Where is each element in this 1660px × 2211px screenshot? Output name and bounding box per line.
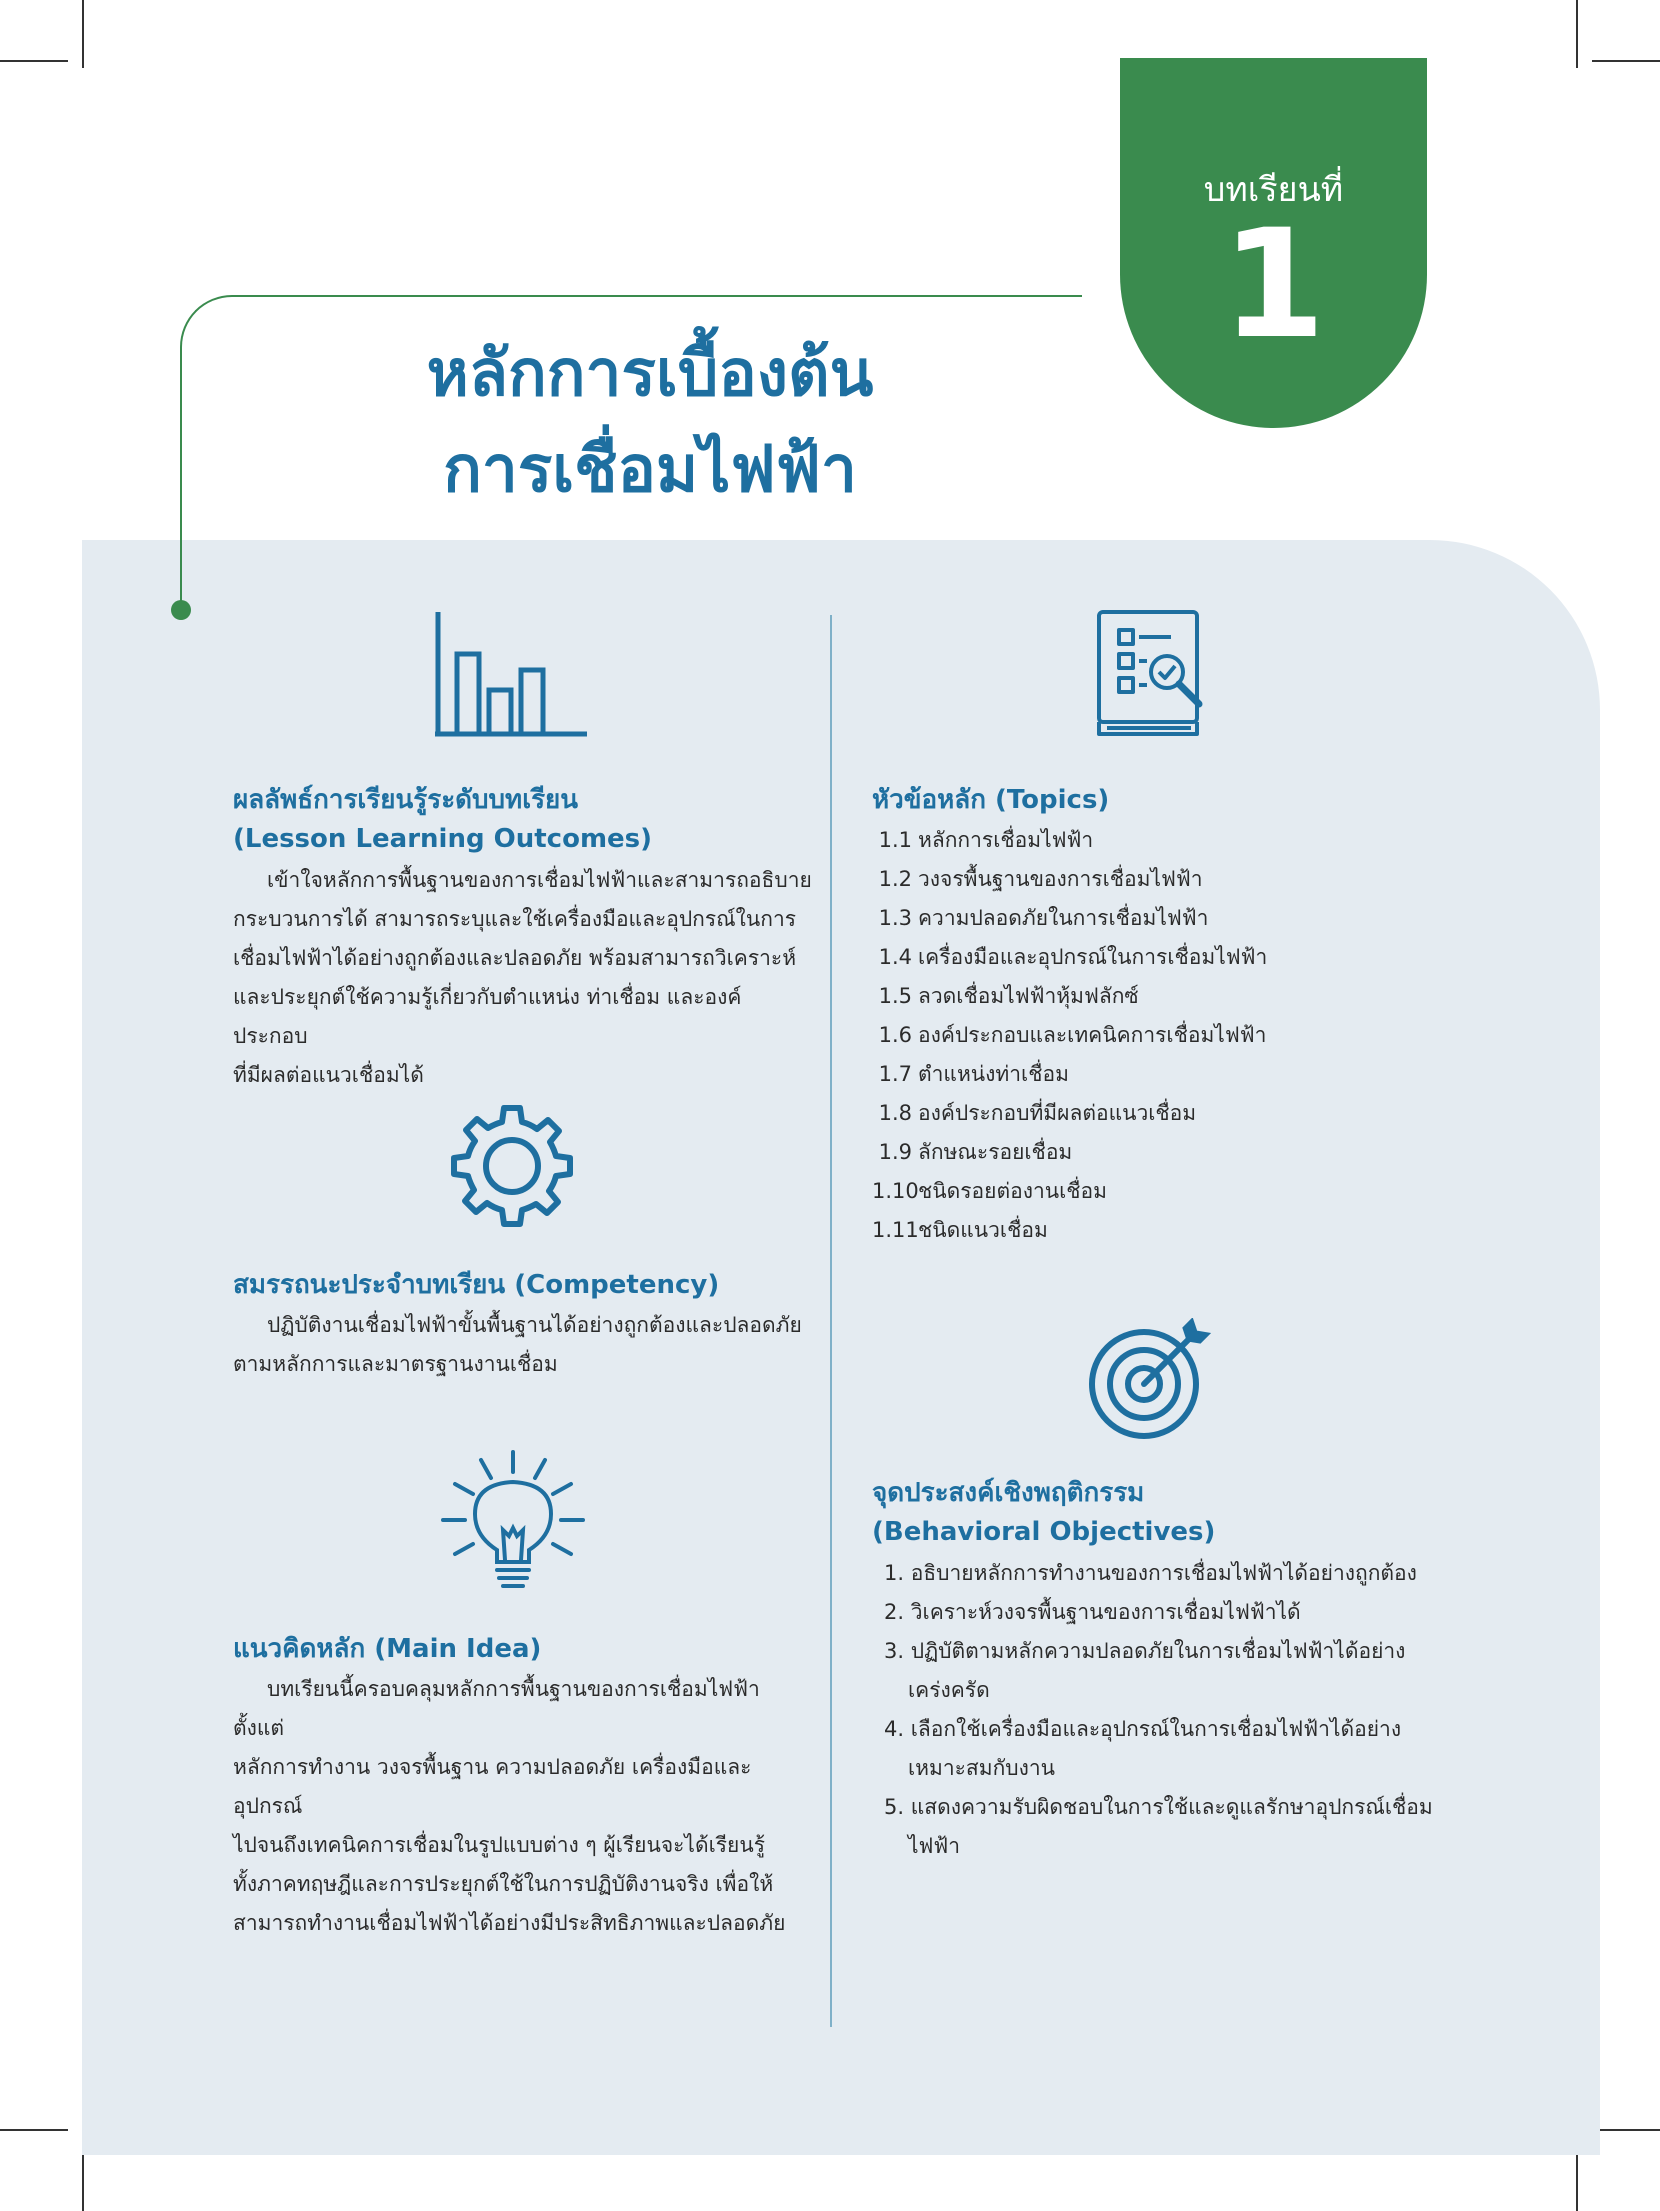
- list-item: 1.10ชนิดรอยต่องานเชื่อม: [872, 1179, 1107, 1203]
- main-idea-heading: แนวคิดหลัก (Main Idea): [233, 1634, 542, 1664]
- competency-text: [233, 1306, 813, 1384]
- paragraph-line: และประยุกต์ใช้ความรู้เกี่ยวกับตำแหน่ง ท่าเชื่อม และองค์ประกอบ: [233, 985, 742, 1048]
- topics-heading: หัวข้อหลัก (Topics): [872, 785, 1110, 815]
- list-item: 1.3 ความปลอดภัยในการเชื่อมไฟฟ้า: [878, 906, 1209, 930]
- paragraph-line: ปฏิบัติงานเชื่อมไฟฟ้าขั้นพื้นฐานได้อย่างถูกต้องและปลอดภัย: [267, 1313, 802, 1337]
- objectives-heading-th: จุดประสงค์เชิงพฤติกรรม: [872, 1478, 1145, 1508]
- gear-icon: [450, 1104, 574, 1228]
- list-item: 1.8 องค์ประกอบที่มีผลต่อแนวเชื่อม: [878, 1101, 1197, 1125]
- competency-heading: สมรรถนะประจำบทเรียน (Competency): [233, 1270, 720, 1300]
- crop-mark: [82, 0, 84, 68]
- paragraph-line: ไปจนถึงเทคนิคการเชื่อมในรูปแบบต่าง ๆ ผู้เรียนจะได้เรียนรู้: [233, 1833, 765, 1857]
- paragraph-line: เข้าใจหลักการพื้นฐานของการเชื่อมไฟฟ้าและสามารถอธิบาย: [267, 868, 812, 892]
- paragraph-line: ตามหลักการและมาตรฐานงานเชื่อม: [233, 1352, 558, 1376]
- objectives-heading-en: (Behavioral Objectives): [872, 1517, 1216, 1547]
- list-item: 1. อธิบายหลักการทำงานของการเชื่อมไฟฟ้าได้อย่างถูกต้อง: [884, 1561, 1417, 1585]
- list-item: 3. ปฏิบัติตามหลักความปลอดภัยในการเชื่อมไฟฟ้าได้อย่างเคร่งครัด: [884, 1639, 1406, 1702]
- list-item: 4. เลือกใช้เครื่องมือและอุปกรณ์ในการเชื่อมไฟฟ้าได้อย่างเหมาะสมกับงาน: [884, 1717, 1402, 1780]
- crop-mark: [1592, 2129, 1660, 2131]
- paragraph-line: สามารถทำงานเชื่อมไฟฟ้าได้อย่างมีประสิทธิภาพและปลอดภัย: [233, 1911, 786, 1935]
- bar-chart-icon: [435, 612, 587, 738]
- list-item: 1.11ชนิดแนวเชื่อม: [872, 1218, 1048, 1242]
- lesson-outcomes-heading: [233, 781, 652, 859]
- list-item: 1.5 ลวดเชื่อมไฟฟ้าหุ้มฟลักซ์: [878, 984, 1139, 1008]
- chapter-number: 1: [1221, 198, 1326, 372]
- list-item: 1.4 เครื่องมือและอุปกรณ์ในการเชื่อมไฟฟ้า: [878, 945, 1268, 969]
- chapter-label: บทเรียนที่: [1203, 170, 1344, 210]
- objectives-heading: [872, 1474, 1215, 1552]
- page-title-line2: การเชื่อมไฟฟ้า: [443, 433, 857, 507]
- lesson-outcomes-text: [233, 861, 813, 1095]
- crop-mark: [0, 2129, 68, 2131]
- list-item: 1.2 วงจรพื้นฐานของการเชื่อมไฟฟ้า: [878, 867, 1203, 891]
- topics-list: [872, 821, 1432, 1250]
- column-divider: [830, 615, 832, 2027]
- paragraph-line: บทเรียนนี้ครอบคลุมหลักการพื้นฐานของการเชื่อมไฟฟ้า ตั้งแต่: [233, 1677, 760, 1740]
- lesson-outcomes-heading-th: ผลลัพธ์การเรียนรู้ระดับบทเรียน: [233, 785, 579, 815]
- paragraph-line: ทั้งภาคทฤษฎีและการประยุกต์ใช้ในการปฏิบัติงานจริง เพื่อให้: [233, 1872, 774, 1896]
- list-item: 1.9 ลักษณะรอยเชื่อม: [878, 1140, 1073, 1164]
- list-item: 5. แสดงความรับผิดชอบในการใช้และดูแลรักษาอุปกรณ์เชื่อมไฟฟ้า: [884, 1795, 1433, 1858]
- list-item: 1.1 หลักการเชื่อมไฟฟ้า: [878, 828, 1094, 852]
- lesson-outcomes-heading-en: (Lesson Learning Outcomes): [233, 824, 653, 854]
- main-idea-text: [233, 1670, 813, 1943]
- crop-mark: [0, 60, 68, 62]
- target-icon: [1088, 1318, 1212, 1440]
- crop-mark: [1576, 0, 1578, 68]
- list-item: 1.7 ตำแหน่งท่าเชื่อม: [878, 1062, 1069, 1086]
- crop-mark: [1592, 60, 1660, 62]
- objectives-list: [884, 1554, 1434, 1866]
- paragraph-line: ที่มีผลต่อแนวเชื่อมได้: [233, 1063, 424, 1087]
- lightbulb-icon: [441, 1450, 585, 1596]
- paragraph-line: หลักการทำงาน วงจรพื้นฐาน ความปลอดภัย เครื่องมือและอุปกรณ์: [233, 1755, 752, 1818]
- chapter-tab: [1120, 58, 1427, 428]
- paragraph-line: เชื่อมไฟฟ้าได้อย่างถูกต้องและปลอดภัย พร้อมสามารถวิเคราะห์: [233, 946, 797, 970]
- list-item: 1.6 องค์ประกอบและเทคนิคการเชื่อมไฟฟ้า: [878, 1023, 1267, 1047]
- page-title-line1: หลักการเบื้องต้น: [426, 337, 874, 411]
- decorative-dot: [171, 600, 191, 620]
- checklist-book-icon: [1095, 610, 1207, 738]
- paragraph-line: กระบวนการได้ สามารถระบุและใช้เครื่องมือและอุปกรณ์ในการ: [233, 907, 797, 931]
- list-item: 2. วิเคราะห์วงจรพื้นฐานของการเชื่อมไฟฟ้าได้: [884, 1600, 1301, 1624]
